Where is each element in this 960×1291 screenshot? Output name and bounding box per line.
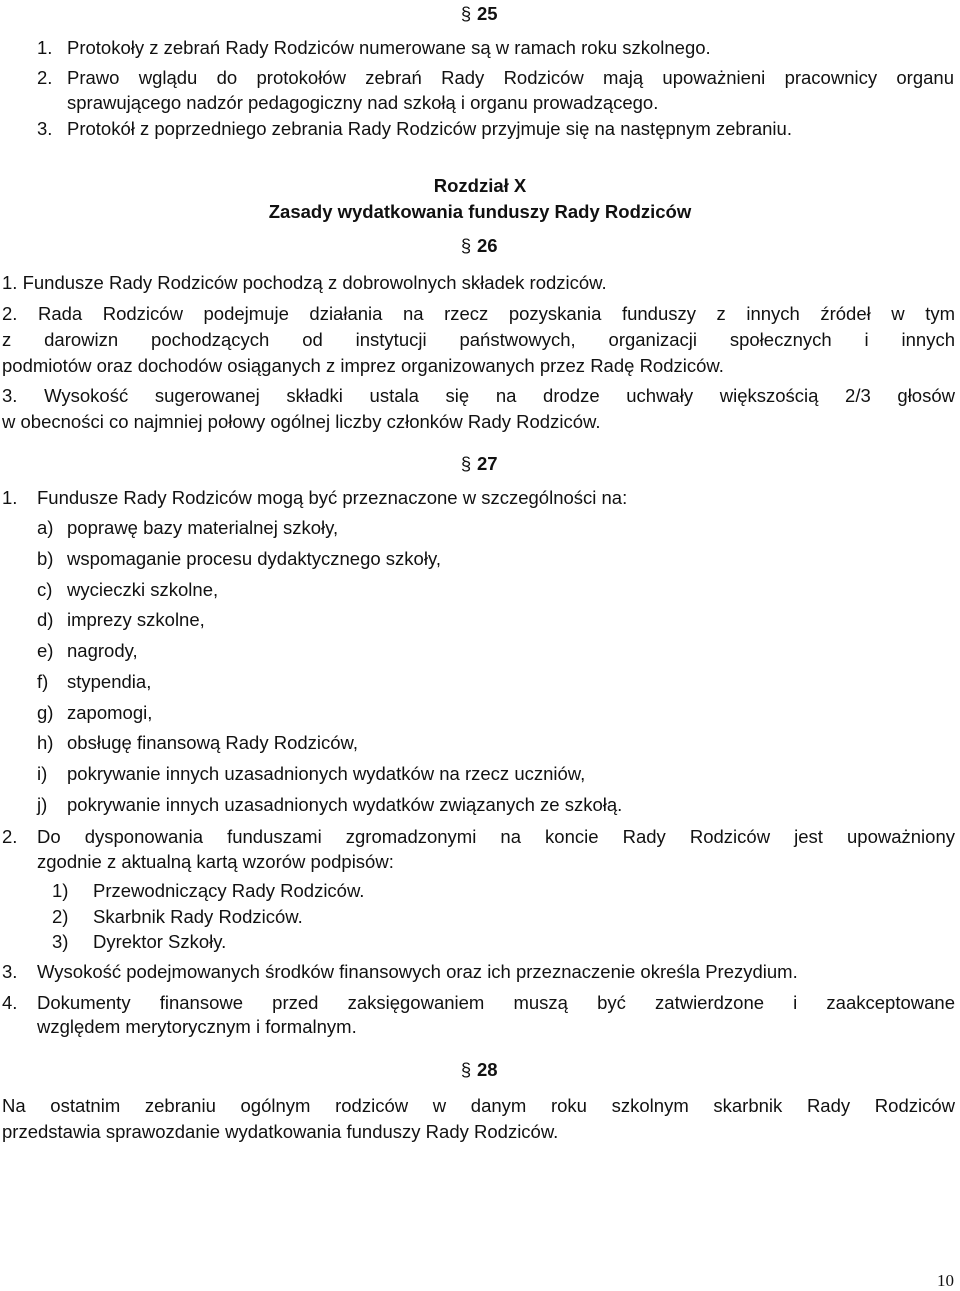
item-marker: 2. xyxy=(37,67,53,88)
list-item xyxy=(37,516,339,540)
list-text: Przewodniczący Rady Rodziców. xyxy=(93,880,365,901)
list-item xyxy=(52,930,227,954)
chapter-subtitle: Zasady wydatkowania funduszy Rady Rodziców xyxy=(268,201,692,222)
s27-item-4-line-2: względem merytorycznym i formalnym. xyxy=(37,1016,357,1037)
section-number: 27 xyxy=(477,453,498,474)
list-marker: b) xyxy=(37,548,54,569)
chapter-title: Rozdział X xyxy=(433,175,527,196)
s26-item-2-line-2: z darowizn pochodzących od instytucji państwowych, organizacji społecznych i innych xyxy=(2,329,955,350)
s25-item-2 xyxy=(37,66,52,90)
page-number: 10 xyxy=(937,1271,954,1290)
s27-item-2-line-1: Do dysponowania funduszami zgromadzonymi na koncie Rady Rodziców jest upoważniony xyxy=(37,826,955,847)
list-item xyxy=(52,879,365,903)
list-item xyxy=(37,793,623,817)
list-item xyxy=(37,547,441,571)
s26-item-3-line-1: 3. Wysokość sugerowanej składki ustala się na drodze uchwały większością 2/3 głosów xyxy=(2,385,955,406)
list-text: imprezy szkolne, xyxy=(67,609,205,630)
section-sign: § xyxy=(460,3,472,24)
section-sign: § xyxy=(460,235,472,256)
section-25-heading xyxy=(455,2,498,26)
item-text: Protokół z poprzedniego zebrania Rady Rodziców przyjmuje się na następnym zebraniu. xyxy=(67,118,792,139)
s26-item-3-line-2: w obecności co najmniej połowy ogólnej liczby członków Rady Rodziców. xyxy=(2,411,601,432)
s27-item-2 xyxy=(2,825,17,849)
list-text: nagrody, xyxy=(67,640,138,661)
item-marker: 2. xyxy=(2,826,18,847)
list-text: obsługę finansową Rady Rodziców, xyxy=(67,732,359,753)
item-marker: 1. xyxy=(2,487,18,508)
s28-line-2: przedstawia sprawozdanie wydatkowania funduszy Rady Rodziców. xyxy=(2,1121,559,1142)
list-marker: j) xyxy=(37,794,48,815)
list-text: pokrywanie innych uzasadnionych wydatków na rzecz uczniów, xyxy=(67,763,586,784)
list-text: zapomogi, xyxy=(67,702,153,723)
s25-item-3 xyxy=(37,117,792,141)
list-text: pokrywanie innych uzasadnionych wydatków związanych ze szkołą. xyxy=(67,794,623,815)
item-marker: 1. xyxy=(37,37,53,58)
item-marker: 4. xyxy=(2,992,18,1013)
item-marker: 3. xyxy=(2,961,18,982)
s25-item-1 xyxy=(37,36,711,60)
item-text: Protokoły z zebrań Rady Rodziców numerowane są w ramach roku szkolnego. xyxy=(67,37,711,58)
list-marker: 1) xyxy=(52,880,69,901)
item-text: Wysokość podejmowanych środków finansowych oraz ich przeznaczenie określa Prezydium. xyxy=(37,961,798,982)
list-item xyxy=(37,670,152,694)
section-26-heading xyxy=(455,234,498,258)
list-marker: c) xyxy=(37,579,53,600)
section-number: 28 xyxy=(477,1059,498,1080)
list-text: wspomaganie procesu dydaktycznego szkoły, xyxy=(67,548,441,569)
list-marker: a) xyxy=(37,517,54,538)
item-text: Fundusze Rady Rodziców mogą być przeznaczone w szczególności na: xyxy=(37,487,628,508)
list-item xyxy=(52,905,303,929)
s27-item-2-line-2: zgodnie z aktualną kartą wzorów podpisów: xyxy=(37,851,394,872)
item-marker: 3. xyxy=(37,118,53,139)
list-item xyxy=(37,608,205,632)
list-text: Dyrektor Szkoły. xyxy=(93,931,227,952)
list-marker: 2) xyxy=(52,906,69,927)
list-marker: 3) xyxy=(52,931,69,952)
list-marker: e) xyxy=(37,640,54,661)
s26-item-1: 1. Fundusze Rady Rodziców pochodzą z dobrowolnych składek rodziców. xyxy=(2,272,607,293)
list-marker: g) xyxy=(37,702,54,723)
s27-item-1 xyxy=(2,486,628,510)
section-number: 26 xyxy=(477,235,498,256)
s28-line-1: Na ostatnim zebraniu ogólnym rodziców w danym roku szkolnym skarbnik Rady Rodziców xyxy=(2,1095,955,1116)
list-item xyxy=(37,731,359,755)
list-text: Skarbnik Rady Rodziców. xyxy=(93,906,303,927)
s27-item-4 xyxy=(2,991,17,1015)
s27-item-3 xyxy=(2,960,798,984)
section-number: 25 xyxy=(477,3,498,24)
s25-item-2-line-2: sprawującego nadzór pedagogiczny nad szkołą i organu prowadzącego. xyxy=(67,92,659,113)
s26-item-2-line-1: 2. Rada Rodziców podejmuje działania na rzecz pozyskania funduszy z innych źródeł w tym xyxy=(2,303,955,324)
s26-item-2-line-3: podmiotów oraz dochodów osiąganych z imprez organizowanych przez Radę Rodziców. xyxy=(2,355,724,376)
s27-item-4-line-1: Dokumenty finansowe przed zaksięgowaniem muszą być zatwierdzone i zaakceptowane xyxy=(37,992,955,1013)
section-28-heading xyxy=(455,1058,498,1082)
list-marker: f) xyxy=(37,671,49,692)
section-sign: § xyxy=(460,1059,472,1080)
section-sign: § xyxy=(460,453,472,474)
list-text: wycieczki szkolne, xyxy=(67,579,219,600)
list-item xyxy=(37,639,138,663)
s25-item-2-line-1: Prawo wglądu do protokołów zebrań Rady Rodziców mają upoważnieni pracownicy organu xyxy=(67,67,954,88)
list-item xyxy=(37,578,219,602)
list-marker: d) xyxy=(37,609,54,630)
list-marker: h) xyxy=(37,732,54,753)
list-marker: i) xyxy=(37,763,48,784)
list-text: stypendia, xyxy=(67,671,152,692)
list-text: poprawę bazy materialnej szkoły, xyxy=(67,517,339,538)
list-item xyxy=(37,701,153,725)
section-27-heading xyxy=(455,452,498,476)
list-item xyxy=(37,762,586,786)
